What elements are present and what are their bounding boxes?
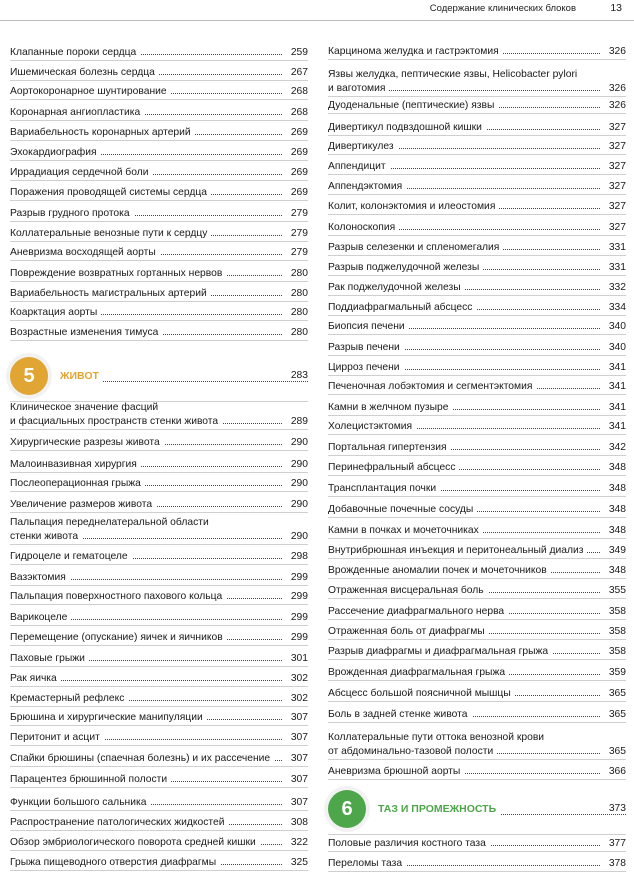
entry-page-number: 280 bbox=[282, 306, 308, 320]
entry-title: Гидроцеле и гематоцеле bbox=[10, 550, 132, 564]
entry-page-number: 332 bbox=[600, 281, 626, 295]
entry-title: Вариабельность магистральных артерий bbox=[10, 287, 211, 301]
entry-page-number: 341 bbox=[600, 401, 626, 415]
entry-page-number: 358 bbox=[600, 645, 626, 659]
toc-entry[interactable] bbox=[10, 166, 308, 182]
toc-entry[interactable] bbox=[10, 246, 308, 262]
entry-title: Варикоцеле bbox=[10, 611, 71, 625]
entry-title: Отраженная боль от диафрагмы bbox=[328, 625, 489, 639]
toc-entry[interactable] bbox=[328, 605, 626, 621]
entry-title: Распространение патологических жидкостей bbox=[10, 816, 228, 830]
entry-page-number: 340 bbox=[600, 320, 626, 334]
toc-entry[interactable] bbox=[328, 837, 626, 853]
toc-entry[interactable] bbox=[10, 672, 308, 688]
toc-entry[interactable] bbox=[328, 341, 626, 357]
toc-entry[interactable] bbox=[328, 503, 626, 519]
toc-entry[interactable] bbox=[10, 306, 308, 322]
entry-page-number: 299 bbox=[282, 631, 308, 645]
toc-entry[interactable] bbox=[10, 186, 308, 202]
toc-entry[interactable] bbox=[328, 544, 626, 560]
entry-title: Аппендэктомия bbox=[328, 180, 406, 194]
toc-entry[interactable] bbox=[328, 645, 626, 661]
toc-entry[interactable] bbox=[10, 146, 308, 162]
toc-entry[interactable] bbox=[10, 692, 308, 708]
entry-page-number: 269 bbox=[282, 126, 308, 140]
entry-title-line: Пальпация переднелатеральной области bbox=[10, 517, 209, 528]
entry-title: Разрыв поджелудочной железы bbox=[328, 261, 483, 275]
entry-title: Хирургические разрезы живота bbox=[10, 436, 164, 450]
toc-entry[interactable] bbox=[328, 200, 626, 216]
toc-entry[interactable] bbox=[328, 564, 626, 580]
toc-entry[interactable] bbox=[10, 796, 308, 812]
toc-entry[interactable] bbox=[10, 106, 308, 122]
entry-page-number: 327 bbox=[600, 180, 626, 194]
toc-entry[interactable] bbox=[328, 687, 626, 703]
entry-title: Разрыв грудного протока bbox=[10, 207, 134, 221]
entry-page-number: 269 bbox=[282, 166, 308, 180]
entry-title: Отраженная висцеральная боль bbox=[328, 584, 488, 598]
chapter-title: ЖИВОТ bbox=[60, 370, 103, 382]
entry-page-number: 279 bbox=[282, 246, 308, 260]
entry-page-number: 348 bbox=[600, 461, 626, 475]
entry-page-number: 327 bbox=[600, 200, 626, 214]
entry-page-number: 341 bbox=[600, 420, 626, 434]
chapter-heading[interactable] bbox=[328, 790, 626, 834]
toc-entry[interactable] bbox=[328, 320, 626, 336]
entry-title: Возрастные изменения тимуса bbox=[10, 326, 162, 340]
toc-entry[interactable] bbox=[328, 401, 626, 417]
toc-entry[interactable] bbox=[328, 180, 626, 196]
toc-entry[interactable] bbox=[328, 121, 626, 137]
entry-page-number: 307 bbox=[282, 711, 308, 725]
entry-title: Перитонит и асцит bbox=[10, 731, 104, 745]
entry-title: Послеоперационная грыжа bbox=[10, 477, 145, 491]
chapter-title: ТАЗ И ПРОМЕЖНОСТЬ bbox=[378, 803, 500, 815]
entry-page-number: 280 bbox=[282, 326, 308, 340]
entry-title-line: Клиническое значение фасций bbox=[10, 402, 159, 413]
entry-title: Трансплантация почки bbox=[328, 482, 440, 496]
entry-page-number: 290 bbox=[282, 498, 308, 512]
entry-page-number: 349 bbox=[600, 544, 626, 558]
entry-title: Коарктация аорты bbox=[10, 306, 101, 320]
entry-title: Цирроз печени bbox=[328, 361, 404, 375]
entry-page-number: 280 bbox=[282, 267, 308, 281]
toc-entry[interactable] bbox=[10, 477, 308, 493]
entry-title: Рассечение диафрагмального нерва bbox=[328, 605, 508, 619]
entry-page-number: 268 bbox=[282, 106, 308, 120]
toc-entry[interactable] bbox=[10, 326, 308, 342]
toc-entry[interactable] bbox=[10, 856, 308, 872]
entry-title: Поддиафрагмальный абсцесс bbox=[328, 301, 476, 315]
toc-entry[interactable] bbox=[328, 461, 626, 477]
entry-page-number: 289 bbox=[282, 415, 308, 429]
entry-title: Ишемическая болезнь сердца bbox=[10, 66, 159, 80]
entry-title: Врожденная диафрагмальная грыжа bbox=[328, 666, 509, 680]
entry-title: Функции большого сальника bbox=[10, 796, 150, 810]
toc-entry[interactable] bbox=[328, 730, 626, 760]
entry-page-number: 326 bbox=[600, 99, 626, 113]
entry-title: Разрыв диафрагмы и диафрагмальная грыжа bbox=[328, 645, 552, 659]
toc-entry[interactable] bbox=[328, 67, 626, 97]
entry-title: Внутрибрюшная инъекция и перитонеальный диализ bbox=[328, 544, 587, 558]
entry-title: Аневризма восходящей аорты bbox=[10, 246, 160, 260]
entry-title: Аппендицит bbox=[328, 160, 390, 174]
toc-entry[interactable] bbox=[10, 436, 308, 452]
toc-entry[interactable] bbox=[10, 611, 308, 627]
entry-page-number: 377 bbox=[600, 837, 626, 851]
chapter-page-number: 373 bbox=[600, 803, 626, 814]
entry-title: Разрыв селезенки и спленомегалия bbox=[328, 241, 503, 255]
entry-page-number: 327 bbox=[600, 221, 626, 235]
toc-entry[interactable] bbox=[328, 666, 626, 682]
entry-title: Увеличение размеров живота bbox=[10, 498, 156, 512]
chapter-heading[interactable] bbox=[10, 357, 308, 401]
entry-page-number: 341 bbox=[600, 380, 626, 394]
entry-page-number: 290 bbox=[282, 530, 308, 544]
entry-page-number: 280 bbox=[282, 287, 308, 301]
entry-title: Врожденные аномалии почек и мочеточников bbox=[328, 564, 551, 578]
entry-page-number: 269 bbox=[282, 146, 308, 160]
toc-entry[interactable] bbox=[10, 287, 308, 303]
entry-page-number: 325 bbox=[282, 856, 308, 870]
entry-page-number: 348 bbox=[600, 524, 626, 538]
toc-entry[interactable] bbox=[10, 652, 308, 668]
left-column bbox=[10, 0, 308, 880]
entry-page-number: 348 bbox=[600, 503, 626, 517]
toc-entry[interactable] bbox=[328, 45, 626, 61]
entry-page-number: 358 bbox=[600, 625, 626, 639]
toc-entry[interactable] bbox=[328, 441, 626, 457]
toc-entry[interactable] bbox=[328, 857, 626, 873]
entry-title: Добавочные почечные сосуды bbox=[328, 503, 477, 517]
entry-title: Разрыв печени bbox=[328, 341, 404, 355]
entry-title: Дуоденальные (пептические) язвы bbox=[328, 99, 498, 113]
divider bbox=[328, 834, 626, 835]
entry-title: Абсцесс большой поясничной мышцы bbox=[328, 687, 515, 701]
toc-entry[interactable] bbox=[328, 625, 626, 641]
toc-entry[interactable] bbox=[10, 550, 308, 566]
entry-title: Коллатеральные венозные пути к сердцу bbox=[10, 227, 211, 241]
entry-title: Дивертикулез bbox=[328, 140, 398, 154]
toc-entry[interactable] bbox=[10, 836, 308, 852]
entry-title: Паховые грыжи bbox=[10, 652, 89, 666]
entry-title: Пальпация поверхностного пахового кольца bbox=[10, 590, 226, 604]
entry-page-number: 269 bbox=[282, 186, 308, 200]
entry-page-number: 307 bbox=[282, 752, 308, 766]
entry-page-number: 307 bbox=[282, 773, 308, 787]
entry-title: Малоинвазивная хирургия bbox=[10, 458, 141, 472]
entry-page-number: 348 bbox=[600, 564, 626, 578]
entry-page-number: 365 bbox=[600, 745, 626, 759]
entry-page-number: 365 bbox=[600, 687, 626, 701]
entry-title: Кремастерный рефлекс bbox=[10, 692, 128, 706]
toc-entry[interactable] bbox=[328, 99, 626, 115]
entry-page-number: 301 bbox=[282, 652, 308, 666]
toc-entry[interactable] bbox=[328, 584, 626, 600]
entry-title: Коронарная ангиопластика bbox=[10, 106, 144, 120]
entry-page-number: 326 bbox=[600, 82, 626, 96]
chapter-number-badge: 5 bbox=[10, 357, 48, 395]
entry-title: Клапанные пороки сердца bbox=[10, 46, 140, 60]
entry-title: Рак поджелудочной железы bbox=[328, 281, 465, 295]
entry-title: Эхокардиография bbox=[10, 146, 101, 160]
entry-page-number: 298 bbox=[282, 550, 308, 564]
header-title: Содержание клинических блоков bbox=[429, 3, 576, 14]
entry-page-number: 299 bbox=[282, 571, 308, 585]
toc-entry[interactable] bbox=[328, 261, 626, 277]
entry-title: Вариабельность коронарных артерий bbox=[10, 126, 195, 140]
entry-page-number: 359 bbox=[600, 666, 626, 680]
right-column bbox=[328, 0, 626, 880]
entry-page-number: 358 bbox=[600, 605, 626, 619]
toc-entry[interactable] bbox=[10, 46, 308, 62]
toc-entry[interactable] bbox=[10, 731, 308, 747]
entry-page-number: 327 bbox=[600, 160, 626, 174]
toc-entry[interactable] bbox=[328, 361, 626, 377]
toc-entry[interactable] bbox=[328, 524, 626, 540]
toc-entry[interactable] bbox=[328, 281, 626, 297]
entry-title: Повреждение возвратных гортанных нервов bbox=[10, 267, 226, 281]
entry-page-number: 259 bbox=[282, 46, 308, 60]
toc-entry[interactable] bbox=[328, 380, 626, 396]
entry-page-number: 290 bbox=[282, 477, 308, 491]
entry-page-number: 299 bbox=[282, 590, 308, 604]
toc-entry[interactable] bbox=[10, 816, 308, 832]
entry-title: Аортокоронарное шунтирование bbox=[10, 85, 171, 99]
entry-title: Дивертикул подвздошной кишки bbox=[328, 121, 486, 135]
chapter-number-badge: 6 bbox=[328, 790, 366, 828]
toc-entry[interactable] bbox=[328, 482, 626, 498]
entry-title: Перемещение (опускание) яичек и яичников bbox=[10, 631, 227, 645]
entry-title: Переломы таза bbox=[328, 857, 406, 871]
entry-page-number: 348 bbox=[600, 482, 626, 496]
toc-entry[interactable] bbox=[10, 773, 308, 789]
entry-title: Иррадиация сердечной боли bbox=[10, 166, 152, 180]
entry-page-number: 279 bbox=[282, 227, 308, 241]
entry-title: и фасциальных пространств стенки живота bbox=[10, 415, 222, 429]
entry-page-number: 366 bbox=[600, 765, 626, 779]
entry-title: Камни в желчном пузыре bbox=[328, 401, 453, 415]
entry-page-number: 307 bbox=[282, 796, 308, 810]
toc-entry[interactable] bbox=[10, 227, 308, 243]
entry-title: Камни в почках и мочеточниках bbox=[328, 524, 483, 538]
header-page-number: 13 bbox=[610, 2, 622, 14]
entry-title: Аневризма брюшной аорты bbox=[328, 765, 464, 779]
toc-entry[interactable] bbox=[10, 207, 308, 223]
entry-title: Колит, колонэктомия и илеостомия bbox=[328, 200, 499, 214]
entry-page-number: 340 bbox=[600, 341, 626, 355]
entry-title: Портальная гипертензия bbox=[328, 441, 451, 455]
entry-title: Парацентез брюшинной полости bbox=[10, 773, 171, 787]
entry-title-line: Язвы желудка, пептические язвы, Helicobacter pylori bbox=[328, 69, 578, 80]
entry-page-number: 331 bbox=[600, 241, 626, 255]
toc-entry[interactable] bbox=[328, 765, 626, 781]
entry-title: Брюшина и хирургические манипуляции bbox=[10, 711, 207, 725]
entry-title: Спайки брюшины (спаечная болезнь) и их рассечение bbox=[10, 752, 274, 766]
entry-page-number: 355 bbox=[600, 584, 626, 598]
entry-page-number: 279 bbox=[282, 207, 308, 221]
toc-entry[interactable] bbox=[10, 590, 308, 606]
entry-title: Рак яичка bbox=[10, 672, 61, 686]
toc-entry[interactable] bbox=[328, 221, 626, 237]
entry-title: Печеночная лобэктомия и сегментэктомия bbox=[328, 380, 536, 394]
entry-title: и ваготомия bbox=[328, 82, 389, 96]
entry-page-number: 334 bbox=[600, 301, 626, 315]
entry-title: Холецистэктомия bbox=[328, 420, 416, 434]
toc-entry[interactable] bbox=[328, 708, 626, 724]
toc-entry[interactable] bbox=[10, 126, 308, 142]
entry-page-number: 302 bbox=[282, 692, 308, 706]
entry-title: Карцинома желудка и гастрэктомия bbox=[328, 45, 503, 59]
entry-title: от абдоминально-тазовой полости bbox=[328, 745, 497, 759]
toc-entry[interactable] bbox=[10, 458, 308, 474]
entry-page-number: 341 bbox=[600, 361, 626, 375]
toc-entry[interactable] bbox=[10, 85, 308, 101]
entry-title: Колоноскопия bbox=[328, 221, 399, 235]
toc-entry[interactable] bbox=[10, 752, 308, 768]
toc-entry[interactable] bbox=[328, 241, 626, 257]
entry-page-number: 290 bbox=[282, 436, 308, 450]
entry-page-number: 365 bbox=[600, 708, 626, 722]
entry-page-number: 331 bbox=[600, 261, 626, 275]
entry-page-number: 327 bbox=[600, 140, 626, 154]
entry-title: Вазэктомия bbox=[10, 571, 70, 585]
toc-entry[interactable] bbox=[10, 515, 308, 545]
toc-entry[interactable] bbox=[10, 631, 308, 647]
entry-page-number: 268 bbox=[282, 85, 308, 99]
entry-page-number: 307 bbox=[282, 731, 308, 745]
toc-entry[interactable] bbox=[10, 267, 308, 283]
entry-page-number: 299 bbox=[282, 611, 308, 625]
chapter-page-number: 283 bbox=[282, 370, 308, 381]
toc-entry[interactable] bbox=[10, 66, 308, 82]
toc-entry[interactable] bbox=[328, 160, 626, 176]
entry-page-number: 267 bbox=[282, 66, 308, 80]
entry-page-number: 308 bbox=[282, 816, 308, 830]
entry-title: Боль в задней стенке живота bbox=[328, 708, 472, 722]
entry-title-line: Коллатеральные пути оттока венозной крови bbox=[328, 732, 545, 743]
entry-page-number: 302 bbox=[282, 672, 308, 686]
entry-page-number: 342 bbox=[600, 441, 626, 455]
toc-entry[interactable] bbox=[10, 498, 308, 514]
toc-entry[interactable] bbox=[328, 140, 626, 156]
entry-title: Биопсия печени bbox=[328, 320, 409, 334]
entry-page-number: 378 bbox=[600, 857, 626, 871]
entry-title: Половые различия костного таза bbox=[328, 837, 490, 851]
toc-entry[interactable] bbox=[328, 420, 626, 436]
toc-entry[interactable] bbox=[10, 571, 308, 587]
entry-title: стенки живота bbox=[10, 530, 82, 544]
entry-title: Обзор эмбриологического поворота средней кишки bbox=[10, 836, 260, 850]
toc-entry[interactable] bbox=[10, 711, 308, 727]
toc-entry[interactable] bbox=[10, 400, 308, 430]
entry-title: Поражения проводящей системы сердца bbox=[10, 186, 211, 200]
entry-page-number: 327 bbox=[600, 121, 626, 135]
entry-page-number: 322 bbox=[282, 836, 308, 850]
entry-title: Перинефральный абсцесс bbox=[328, 461, 459, 475]
entry-page-number: 326 bbox=[600, 45, 626, 59]
entry-title: Грыжа пищеводного отверстия диафрагмы bbox=[10, 856, 220, 870]
toc-entry[interactable] bbox=[328, 301, 626, 317]
entry-page-number: 290 bbox=[282, 458, 308, 472]
